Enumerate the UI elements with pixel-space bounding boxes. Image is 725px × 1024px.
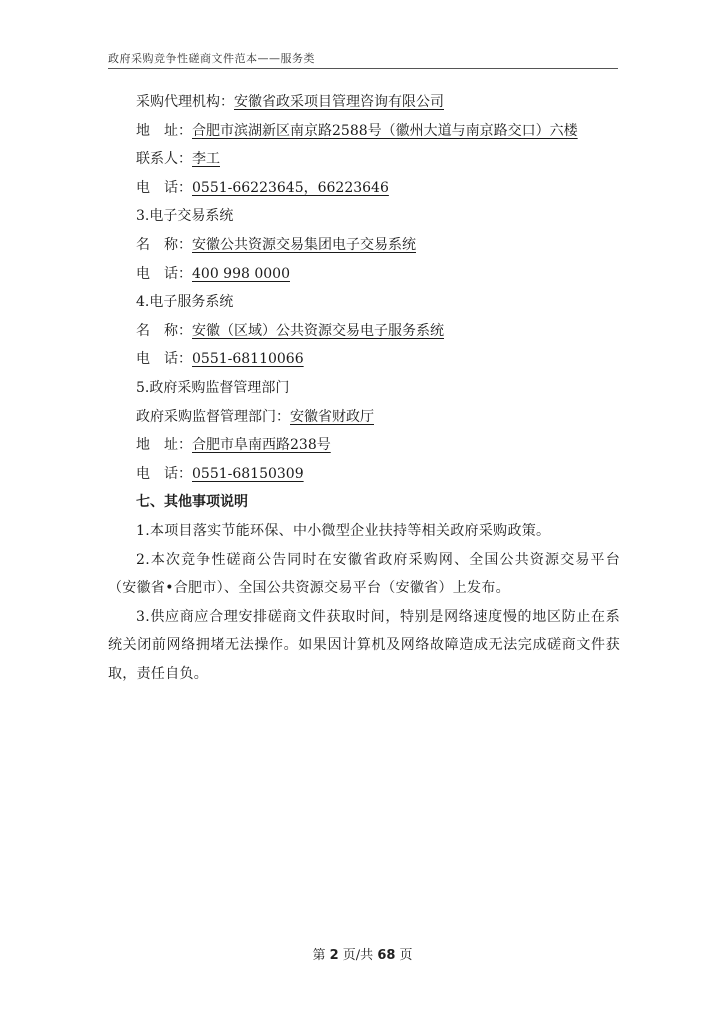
header-divider: [108, 68, 618, 69]
agency-phone-line: [108, 174, 620, 203]
page-footer: [0, 944, 725, 963]
trading-system-phone-line: [108, 260, 620, 289]
agency-label: 采购代理机构：: [136, 94, 234, 110]
other-item-2: 2.本次竞争性磋商公告同时在安徽省政府采购网、全国公共资源交易平台（安徽省•合肥市）、全国公共资源交易平台（安徽省）上发布。: [108, 551, 620, 597]
supervision-address: 合肥市阜南西路238号: [192, 437, 331, 454]
supervision-dept-line: [108, 403, 620, 432]
agency-name: 安徽省政采项目管理咨询有限公司: [234, 94, 444, 110]
document-body: [108, 88, 620, 688]
agency-phone-label: 电 话：: [136, 179, 192, 196]
supervision-dept: 安徽省财政厅: [290, 408, 374, 425]
agency-contact-label: 联系人：: [136, 151, 192, 168]
footer-middle: 页/共: [342, 948, 374, 963]
other-item-1: 1.本项目落实节能环保、中小微型企业扶持等相关政府采购政策。: [136, 522, 551, 539]
page-header: 政府采购竞争性磋商文件范本——服务类: [108, 52, 315, 65]
service-system-phone-label: 电 话：: [136, 351, 192, 368]
agency-phone: 0551-66223645，66223646: [192, 179, 389, 196]
supervision-address-label: 地 址：: [136, 437, 192, 454]
section-heading-other: 七、其他事项说明: [136, 494, 248, 511]
trading-system-name: 安徽公共资源交易集团电子交易系统: [192, 236, 416, 253]
footer-prefix: 第: [312, 948, 326, 963]
supervision-address-line: [108, 431, 620, 460]
agency-address: 合肥市滨湖新区南京路2588号（徽州大道与南京路交口）六楼: [192, 122, 578, 139]
agency-name-line: [108, 88, 620, 117]
service-system-phone-line: [108, 345, 620, 374]
footer-suffix: 页: [399, 948, 413, 963]
agency-address-line: [108, 117, 620, 146]
supervision-phone-line: [108, 460, 620, 489]
service-system-name-label: 名 称：: [136, 322, 192, 339]
other-item-3: 3.供应商应合理安排磋商文件获取时间，特别是网络速度慢的地区防止在系统关闭前网络拥堵无法操作。如果因计算机及网络故障造成无法完成磋商文件获取，责任自负。: [108, 608, 620, 682]
trading-system-phone-label: 电 话：: [136, 265, 192, 282]
service-system-name-line: [108, 317, 620, 346]
trading-system-heading: 3.电子交易系统: [136, 208, 234, 225]
trading-system-phone: 400 998 0000: [192, 265, 290, 282]
supervision-heading: 5.政府采购监督管理部门: [136, 379, 290, 396]
supervision-phone-label: 电 话：: [136, 465, 192, 482]
current-page-number: 2: [329, 948, 339, 963]
trading-system-name-line: [108, 231, 620, 260]
trading-system-name-label: 名 称：: [136, 236, 192, 253]
service-system-phone: 0551-68110066: [192, 351, 304, 368]
service-system-name: 安徽（区域）公共资源交易电子服务系统: [192, 322, 444, 339]
agency-contact: 李工: [192, 151, 220, 168]
service-system-heading: 4.电子服务系统: [136, 294, 234, 311]
agency-address-label: 地 址：: [136, 122, 192, 139]
supervision-dept-label: 政府采购监督管理部门：: [136, 408, 290, 425]
agency-contact-line: [108, 145, 620, 174]
supervision-phone: 0551-68150309: [192, 465, 304, 482]
total-pages: 68: [377, 948, 396, 963]
